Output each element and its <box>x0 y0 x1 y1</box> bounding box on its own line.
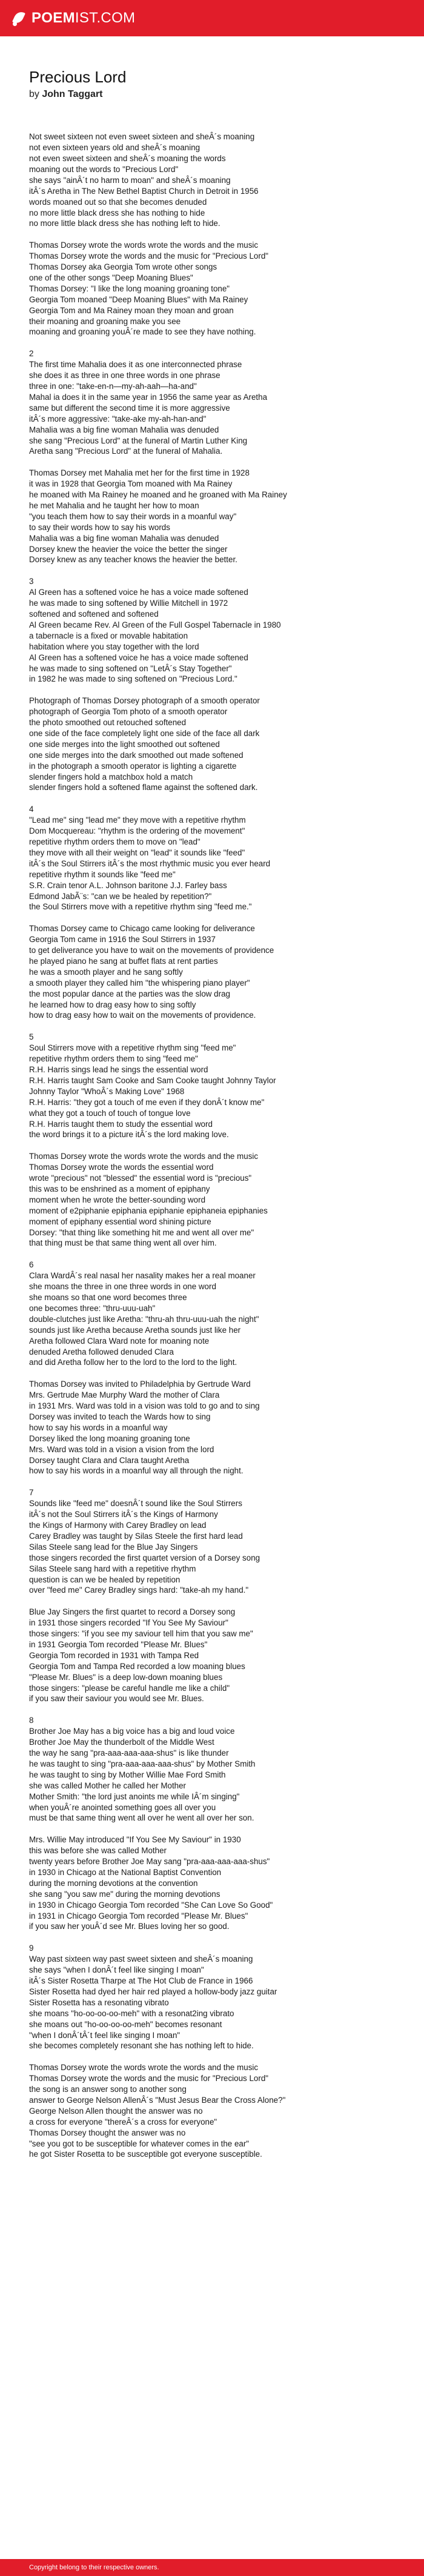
poem-line: in 1982 he was made to sing softened on "Precious Lord." <box>29 674 237 684</box>
poem-line: if you saw her youÂ´d see Mr. Blues loving her so good. <box>29 1922 230 1931</box>
poem-line: Carey Bradley was taught by Silas Steele the first hard lead <box>29 1531 243 1541</box>
poem-line: same but different the second time it is more aggressive <box>29 403 230 413</box>
poem-line: Georgia Tom came in 1916 the Soul Stirrers in 1937 <box>29 935 216 944</box>
poem-line: he was taught to sing by Mother Willie Mae Ford Smith <box>29 1770 226 1779</box>
poem-line: Soul Stirrers move with a repetitive rhythm sing "feed me" <box>29 1043 236 1053</box>
poem-line: repetitive rhythm it sounds like "feed me" <box>29 869 176 879</box>
poem-line: Thomas Dorsey aka Georgia Tom wrote other songs <box>29 262 217 272</box>
poem-line: he was a smooth player and he sang softly <box>29 967 183 977</box>
poem-line: 4 <box>29 805 34 814</box>
poem-line: the Soul Stirrers move with a repetitive rhythm sing "feed me." <box>29 902 252 912</box>
poem-stanza <box>29 1715 399 1824</box>
poem-line: those singers: "if you see my saviour tell him that you saw me" <box>29 1629 253 1639</box>
poem-line: must be that same thing went all over he went all over her son. <box>29 1813 254 1823</box>
poem-line: Thomas Dorsey: "I like the long moaning groaning tone" <box>29 284 230 293</box>
poem-line: one of the other songs "Deep Moaning Blues" <box>29 273 193 282</box>
poem-line: how to say his words in a moanful way all through the night. <box>29 1466 243 1476</box>
poem-line: softened and softened and softened <box>29 609 159 619</box>
poem-line: Brother Joe May has a big voice has a big and loud voice <box>29 1727 235 1736</box>
poem-line: this was before she was called Mother <box>29 1846 167 1856</box>
poem-line: she sang "you saw me" during the morning devotions <box>29 1889 220 1899</box>
poem-line: Way past sixteen way past sweet sixteen and sheÂ´s moaning <box>29 1954 253 1964</box>
poem-line: she sang "Precious Lord" at the funeral of Martin Luther King <box>29 436 248 445</box>
poem-line: slender fingers hold a matchbox hold a match <box>29 772 193 782</box>
poem-line: The first time Mahalia does it as one interconnected phrase <box>29 360 242 370</box>
poem-line: Mrs. Gertrude Mae Murphy Ward the mother of Clara <box>29 1390 220 1400</box>
poem-stanza <box>29 1834 399 1932</box>
poem-line: in 1931 those singers recorded "If You See My Saviour" <box>29 1618 228 1628</box>
poem-line: she was called Mother he called her Mother <box>29 1781 187 1790</box>
poem-line: George Nelson Allen thought the answer was no <box>29 2106 203 2116</box>
poem-line: repetitive rhythm orders them to sing "feed me" <box>29 1054 198 1064</box>
poem-line: itÂ´s Aretha in The New Bethel Baptist Church in Detroit in 1956 <box>29 186 259 196</box>
poem-line: Thomas Dorsey wrote the words and the music for "Precious Lord" <box>29 251 269 261</box>
poem-line: he met Mahalia and he taught her how to moan <box>29 500 199 510</box>
poem-line: no more little black dress she has nothing left to hide. <box>29 219 220 228</box>
poem-line: Aretha sang "Precious Lord" at the funeral of Mahalia. <box>29 446 223 456</box>
poem-stanza <box>29 1151 399 1249</box>
poem-line: he learned how to drag easy how to sing softly <box>29 1000 196 1009</box>
poem-line: one side merges into the light smoothed out softened <box>29 739 220 749</box>
poem-line: she moans "ho-oo-oo-oo-meh" with a resonat2ing vibrato <box>29 2008 234 2018</box>
poem-line: Thomas Dorsey wrote the words wrote the words and the music <box>29 2063 259 2073</box>
poem-line: the song is an answer song to another song <box>29 2085 187 2094</box>
poem-line: she moans out "ho-oo-oo-oo-meh" becomes resonant <box>29 2019 222 2029</box>
poem-line: in 1931 in Chicago Georgia Tom recorded "Please Mr. Blues" <box>29 1911 248 1920</box>
byline-prefix: by <box>29 89 42 100</box>
poem-line: he played piano he sang at buffet flats at rent parties <box>29 956 218 966</box>
poem-line: she moans so that one word becomes three <box>29 1293 187 1302</box>
poem-line: 5 <box>29 1032 34 1042</box>
poem-line: 6 <box>29 1260 34 1270</box>
poem-line: Edmond JabÃ¨s: "can we be healed by repetition?" <box>29 891 212 901</box>
poem-line: one becomes three: "thru-uuu-uah" <box>29 1303 156 1313</box>
poem-line: she becomes completely resonant she has nothing left to hide. <box>29 2041 254 2051</box>
poem-line: not even sixteen years old and sheÂ´s moaning <box>29 143 200 153</box>
poem-line: it was in 1928 that Georgia Tom moaned with Ma Rainey <box>29 479 233 489</box>
poem-line: Silas Steele sang hard with a repetitive rhythm <box>29 1564 196 1573</box>
poem-line: 2 <box>29 349 34 359</box>
poem-line: one side of the face completely light one side of the face all dark <box>29 728 260 738</box>
poem-stanza <box>29 923 399 1021</box>
poem-stanza <box>29 1260 399 1368</box>
poem-line: denuded Aretha followed denuded Clara <box>29 1347 174 1356</box>
poem-line: the photo smoothed out retouched softened <box>29 718 187 728</box>
poem-line: Dorsey knew the heavier the voice the better the singer <box>29 544 228 554</box>
poem-line: Mrs. Willie May introduced "If You See My Saviour" in 1930 <box>29 1835 241 1845</box>
poem-line: that thing must be that same thing went all over him. <box>29 1238 217 1248</box>
poem-line: Dorsey liked the long moaning groaning tone <box>29 1433 190 1443</box>
poem-line: Dorsey taught Clara and Clara taught Aretha <box>29 1455 190 1465</box>
poem-line: she says "when I donÂ´t feel like singing I moan" <box>29 1965 204 1975</box>
poem-line: the Kings of Harmony with Carey Bradley on lead <box>29 1521 207 1530</box>
poem-line: in 1930 in Chicago at the National Baptist Convention <box>29 1867 222 1877</box>
poem-line: 9 <box>29 1944 34 1953</box>
author-link[interactable]: John Taggart <box>42 89 103 100</box>
poem-line: "see you got to be susceptible for whatever comes in the ear" <box>29 2139 250 2148</box>
poem-line: this was to be enshrined as a moment of epiphany <box>29 1184 210 1193</box>
poem-line: he was taught to sing "pra-aaa-aaa-aaa-shus" by Mother Smith <box>29 1759 256 1768</box>
poem-line: itÂ´s not the Soul Stirrers itÂ´s the Kings of Harmony <box>29 1510 218 1519</box>
poem-line: a tabernacle is a fixed or movable habitation <box>29 631 188 640</box>
byline <box>29 89 399 100</box>
poem-line: moment of epiphany essential word shining picture <box>29 1217 211 1226</box>
poem-line: wrote "precious" not "blessed" the essential word is "precious" <box>29 1173 252 1183</box>
poem-line: he moaned with Ma Rainey he moaned and he groaned with Ma Rainey <box>29 490 287 500</box>
poem-line: she moans the three in one three words in one word <box>29 1282 216 1292</box>
poem-stanza <box>29 1607 399 1704</box>
poem-line: Al Green became Rev. Al Green of the Full Gospel Tabernacle in 1980 <box>29 620 281 629</box>
poem-line: the way he sang "pra-aaa-aaa-aaa-shus" is like thunder <box>29 1748 229 1758</box>
poem-line: Brother Joe May the thunderbolt of the Middle West <box>29 1738 214 1747</box>
poem-line: Aretha followed Clara Ward note for moaning note <box>29 1336 210 1346</box>
poem-line: and did Aretha follow her to the lord to the lord to the light. <box>29 1358 237 1367</box>
poem-line: those singers recorded the first quartet version of a Dorsey song <box>29 1553 260 1562</box>
poem-line: in 1931 Mrs. Ward was told in a vision was told to go and to sing <box>29 1401 260 1411</box>
poemist-logo-icon[interactable] <box>11 10 28 27</box>
poem-line: Georgia Tom and Tampa Red recorded a low moaning blues <box>29 1661 245 1671</box>
poem-line: R.H. Harris: "they got a touch of me even if they donÂ´t know me" <box>29 1097 265 1107</box>
copyright-notice: Copyright belong to their respective owners. <box>29 2564 159 2571</box>
poem-line: sounds just like Aretha because Aretha sounds just like her <box>29 1325 241 1335</box>
site-logo-link[interactable] <box>31 10 135 27</box>
poem-line: answer to George Nelson AllenÂ´s "Must Jesus Bear the Cross Alone?" <box>29 2095 286 2105</box>
poem-line: they move with all their weight on "lead" it sounds like "feed" <box>29 848 245 857</box>
poem-line: Georgia Tom moaned "Deep Moaning Blues" with Ma Rainey <box>29 294 248 304</box>
poem-line: R.H. Harris taught Sam Cooke and Sam Cooke taught Johnny Taylor <box>29 1075 276 1085</box>
poem-stanza <box>29 468 399 565</box>
poem-line: "Please Mr. Blues" is a deep low-down moaning blues <box>29 1672 223 1682</box>
poem-line: moment when he wrote the better-sounding word <box>29 1195 206 1204</box>
poem-title: Precious Lord <box>29 68 127 86</box>
poem-line: slender fingers hold a softened flame against the softened dark. <box>29 783 258 792</box>
poem-line: he got Sister Rosetta to be susceptible got everyone susceptible. <box>29 2149 262 2159</box>
poem-line: Johnny Taylor "WhoÂ´s Making Love" 1968 <box>29 1086 185 1096</box>
poem-stanza <box>29 1943 399 2051</box>
poem-line: twenty years before Brother Joe May sang "pra-aaa-aaa-aaa-shus" <box>29 1857 270 1867</box>
poem-line: "you teach them how to say their words in a moanful way" <box>29 511 237 521</box>
poem-line: photograph of Georgia Tom photo of a smooth operator <box>29 707 228 717</box>
poem-stanza <box>29 695 399 793</box>
site-footer <box>0 2559 424 2576</box>
poem-line: the most popular dance at the parties was the slow drag <box>29 989 230 998</box>
poem-line: during the morning devotions at the convention <box>29 1878 198 1888</box>
poem-line: 3 <box>29 577 34 586</box>
poem-line: Dorsey knew as any teacher knows the heavier the better. <box>29 555 237 565</box>
poem-line: double-clutches just like Aretha: "thru-ah thru-uuu-uah the night" <box>29 1314 259 1324</box>
poem-line: itÂ´s Sister Rosetta Tharpe at The Hot Club de France in 1966 <box>29 1976 253 1985</box>
poem-line: Thomas Dorsey wrote the words and the music for "Precious Lord" <box>29 2074 269 2083</box>
poem-stanza <box>29 1032 399 1140</box>
poem-stanza <box>29 240 399 337</box>
poem-line: if you saw their saviour you would see Mr. Blues. <box>29 1694 204 1704</box>
poem-line: he was made to sing softened by Willie Mitchell in 1972 <box>29 599 228 608</box>
poem-line: Sister Rosetta had dyed her hair red played a hollow-body jazz guitar <box>29 1987 277 1996</box>
poem-line: habitation where you stay together with the lord <box>29 642 199 651</box>
poem-line: moment of e2piphanie epiphania epiphanie epiphaneia epiphanies <box>29 1206 268 1215</box>
poem-line: Al Green has a softened voice he has a voice made softened <box>29 652 248 662</box>
poem-line: a cross for everyone "thereÂ´s a cross for everyone" <box>29 2117 217 2126</box>
poem-line: how to say his words in a moanful way <box>29 1422 168 1432</box>
poem-line: she does it as three in one three words in one phrase <box>29 371 220 380</box>
poem-line: Mahalia was a big fine woman Mahalia was denuded <box>29 425 219 434</box>
poem-stanza <box>29 804 399 912</box>
poem-line: Thomas Dorsey met Mahalia met her for the first time in 1928 <box>29 468 250 478</box>
poem-line: Thomas Dorsey came to Chicago came looking for deliverance <box>29 924 255 934</box>
poem-line: moaning and groaning youÂ´re made to see they have nothing. <box>29 327 256 337</box>
poem-line: Mahalia was a big fine woman Mahalia was denuded <box>29 533 219 543</box>
logo-bold-text: POEM <box>31 10 75 26</box>
logo-light-text: IST.COM <box>75 10 136 26</box>
poem-line: "when I donÂ´tÂ´t feel like singing I moan" <box>29 2030 181 2040</box>
poem-line: question is can we be healed by repetition <box>29 1575 181 1584</box>
poem-line: those singers: "please be careful handle me like a child" <box>29 1683 230 1693</box>
poem-line: how to drag easy how to wait on the movements of providence. <box>29 1011 256 1020</box>
poem-line: Thomas Dorsey thought the answer was no <box>29 2128 186 2137</box>
poem-line: itÂ´s more aggressive: "take-ake my-ah-han-and" <box>29 414 207 423</box>
poem-line: their moaning and groaning make you see <box>29 316 181 326</box>
poem-line: one side merges into the dark smoothed out made softened <box>29 750 243 760</box>
poem-line: Mrs. Ward was told in a vision a vision from the lord <box>29 1444 214 1454</box>
poem-line: to say their words how to say his words <box>29 522 170 532</box>
poem-line: when youÂ´re anointed something goes all over you <box>29 1802 216 1812</box>
poem-line: 8 <box>29 1716 34 1725</box>
poem-line: in 1930 in Chicago Georgia Tom recorded "She Can Love So Good" <box>29 1900 273 1910</box>
poem-line: a smooth player they called him "the whispering piano player" <box>29 978 250 988</box>
poem-stanza <box>29 576 399 685</box>
poem-stanza <box>29 2062 399 2160</box>
poem-stanza <box>29 1487 399 1596</box>
poem-line: Mother Smith: "the lord just anoints me while IÂ´m singing" <box>29 1791 240 1801</box>
poem-line: 7 <box>29 1488 34 1498</box>
poem-line: Not sweet sixteen not even sweet sixteen and sheÂ´s moaning <box>29 132 255 142</box>
poem-line: three in one: "take-en-n—my-ah-aah—ha-and" <box>29 382 197 391</box>
poem-line: R.H. Harris sings lead he sings the essential word <box>29 1065 208 1074</box>
poem-stanza <box>29 348 399 457</box>
poem-line: Silas Steele sang lead for the Blue Jay Singers <box>29 1542 198 1552</box>
poem-article <box>29 68 399 2171</box>
poem-line: the word brings it to a picture itÂ´s the lord making love. <box>29 1130 229 1140</box>
poem-line: no more little black dress she has nothing to hide <box>29 208 205 217</box>
poem-stanza <box>29 131 399 229</box>
poem-line: Sister Rosetta has a resonating vibrato <box>29 1997 169 2007</box>
poem-line: words moaned out so that she becomes denuded <box>29 197 207 207</box>
poem-line: he was made to sing softened on "LetÂ´s Stay Together" <box>29 663 232 673</box>
poem-line: Georgia Tom and Ma Rainey moan they moan and groan <box>29 305 234 315</box>
poem-line: S.R. Crain tenor A.L. Johnson baritone J.J. Farley bass <box>29 880 227 890</box>
poem-line: Thomas Dorsey wrote the words wrote the words and the music <box>29 1152 259 1161</box>
poem-line: Al Green has a softened voice he has a voice made softened <box>29 588 248 597</box>
poem-line: she says "ainÂ´t no harm to moan" and sheÂ´s moaning <box>29 175 231 185</box>
poem-line: Dorsey was invited to teach the Wards how to sing <box>29 1412 211 1421</box>
poem-line: in 1931 Georgia Tom recorded "Please Mr. Blues" <box>29 1639 208 1649</box>
poem-line: Thomas Dorsey wrote the words wrote the words and the music <box>29 241 259 250</box>
poem-line: over "feed me" Carey Bradley sings hard: "take-ah my hand." <box>29 1585 249 1595</box>
poem-line: Thomas Dorsey wrote the words the essential word <box>29 1163 214 1172</box>
poem-line: Clara WardÂ´s real nasal her nasality makes her a real moaner <box>29 1271 256 1281</box>
poem-line: moaning out the words to "Precious Lord" <box>29 164 179 174</box>
poem-line: Photograph of Thomas Dorsey photograph of a smooth operator <box>29 696 260 706</box>
poem-line: Sounds like "feed me" doesnÂ´t sound like the Soul Stirrers <box>29 1499 242 1509</box>
poem-line: R.H. Harris taught them to study the essential word <box>29 1119 213 1129</box>
poem-line: repetitive rhythm orders them to move on "lead" <box>29 837 200 846</box>
poem-line: in the photograph a smooth operator is lighting a cigarette <box>29 761 237 771</box>
poem-line: Georgia Tom recorded in 1931 with Tampa Red <box>29 1650 199 1660</box>
poem-line: Dorsey: "that thing like something hit me and went all over me" <box>29 1227 254 1237</box>
poem-line: itÂ´s the Soul Stirrers itÂ´s the most rhythmic music you ever heard <box>29 858 271 868</box>
poem-body <box>29 131 399 2160</box>
poem-stanza <box>29 1379 399 1476</box>
poem-line: to get deliverance you have to wait on the movements of providence <box>29 946 274 955</box>
poem-line: not even sweet sixteen and sheÂ´s moaning the words <box>29 154 226 163</box>
poem-line: what they got a touch of touch of tongue love <box>29 1108 191 1118</box>
poem-line: Mahal ia does it in the same year in 1956 the same year as Aretha <box>29 392 268 402</box>
poem-line: Thomas Dorsey was invited to Philadelphia by Gertrude Ward <box>29 1379 251 1389</box>
site-header <box>0 0 424 36</box>
poem-line: "Lead me" sing "lead me" they move with a repetitive rhythm <box>29 815 246 825</box>
poem-line: Blue Jay Singers the first quartet to record a Dorsey song <box>29 1607 236 1617</box>
poem-line: Dom Mocquereau: "rhythm is the ordering of the movement" <box>29 826 245 836</box>
